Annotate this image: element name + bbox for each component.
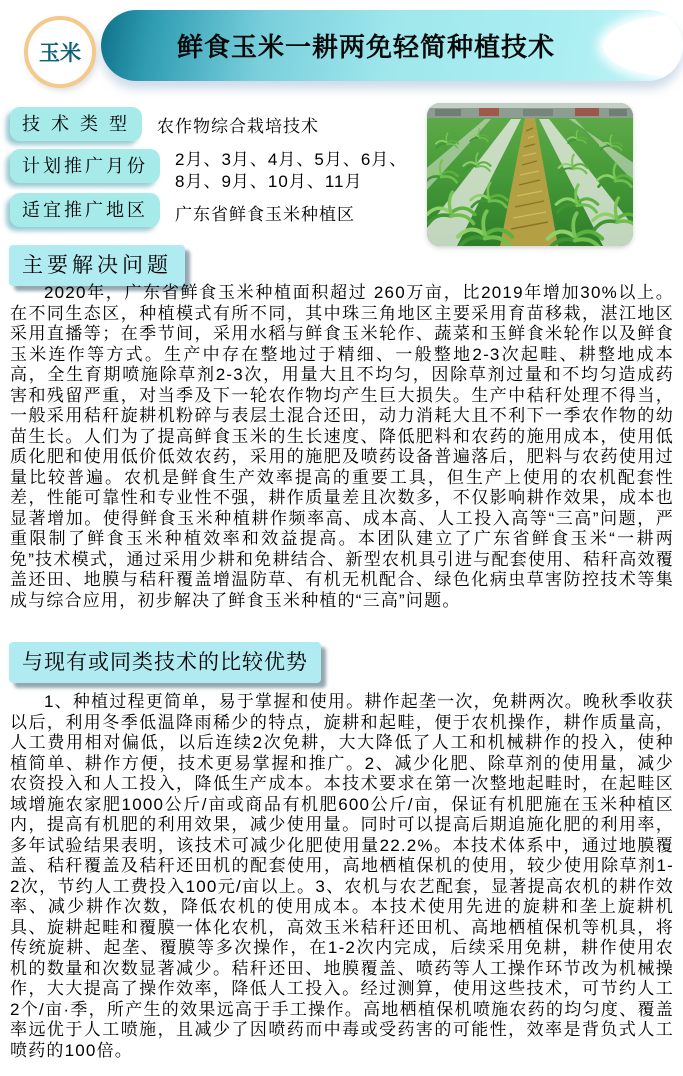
header-banner [101, 10, 683, 81]
info-label-pill: 计划推广月份 [10, 149, 160, 183]
section-body-comparative-advantages: 1、种植过程更简单，易于掌握和使用。耕作起垄一次，免耕两次。晚秋季收获以后，利用冬季低温降雨稀少的特点，旋耕和起畦，便于农机操作，耕作质量高，人工费用相对偏低，以后连续2次免耕，大大降低了人工和机械耕作的投入，使种植简单、耕作方便，技术更易掌握和推广。2、减少化肥、除草剂的使用量，减少农资投入和人工投入，降低生产成本。本技术要求在第一次整地起畦时，在起畦区域增施农家肥1000公斤/亩或商品有机肥600公斤/亩，保证有机肥施在玉米种植区内，提高有机肥的利用效果，减少使用量。同时可以提高后期追施化肥的利用率，多年试验结果表明，该技术可减少化肥使用量22.2%。本技术体系中，通过地膜覆盖、秸秆覆盖及秸秆还田机的配套使用，高地栖植保机的使用，较少使用除草剂1-2次，节约人工费投入100元/亩以上。3、农机与农艺配套，显著提高农机的耕作效率、减少耕作次数，降低农机的使用成本。本技术使用先进的旋耕和垄上旋耕机具、旋耕起畦和覆膜一体化农机，高效玉米秸秆还田机、高地栖植保机等机具，将传统旋耕、起垄、覆膜等多次操作，在1-2次内完成，后续采用免耕，耕作使用农机的数量和次数显著减少。秸秆还田、地膜覆盖、喷药等人工操作环节改为机械操作，大大提高了操作效率，降低人工投入。经过测算，使用这些技术，可节约人工2个/亩·季，所产生的效果远高于手工操作。高地栖植保机喷施农药的均匀度、覆盖率远优于人工喷施，且减少了因喷药而中毒或受药害的可能性，效率是背负式人工喷药的100倍。 [10, 692, 674, 1060]
section-heading-main-problems: 主要解决问题 [9, 245, 185, 286]
info-value: 广东省鲜食玉米种植区 [175, 205, 355, 224]
info-row-promotion-months [10, 149, 415, 193]
banner-notch [603, 15, 683, 77]
corn-field-photo [427, 103, 633, 246]
section-body-main-problems: 2020年，广东省鲜食玉米种植面积超过 260万亩，比2019年增加30%以上。在不同生态区，种植模式有所不同，其中珠三角地区主要采用育苗移栽，湛江地区采用直播等；在季节间，采用水稻与鲜食玉米轮作、蔬菜和玉鲜食米轮作以及鲜食玉米连作等方式。生产中存在整地过于精细、一般整地2-3次起畦、耕整地成本高，全生育期喷施除草剂2-3次，用量大且不均匀，因除草剂过量和不均匀造成药害和残留严重，对当季及下一轮农作物均产生巨大损失。生产中秸秆处理不得当，一般采用秸秆旋耕机粉碎与表层土混合还田，动力消耗大且不利下一季农作物的幼苗生长。人们为了提高鲜食玉米的生长速度、降低肥料和农药的施用成本，使用低质化肥和使用低价低效农药，采用的施肥及喷药设备普遍落后，肥料与农药使用过量比较普遍。农机是鲜食生产效率提高的重要工具，但生产上使用的农机配套性差，性能可靠性和专业性不强，耕作质量差且次数多，不仅影响耕作效果，成本也显著增加。使得鲜食玉米种植耕作频率高、成本高、人工投入高等“三高”问题，严重限制了鲜食玉米种植效率和效益提高。本团队建立了广东省鲜食玉米“一耕两免”技术模式，通过采用少耕和免耕结合、新型农机具引进与配套使用、秸秆高效覆盖还田、地膜与秸秆覆盖增温防草、有机无机配合、绿色化病虫草害防控技术等集成与综合应用，初步解决了鲜食玉米种植的“三高”问题。 [10, 283, 674, 610]
corn-badge [24, 16, 96, 88]
info-row-tech-type [10, 107, 319, 141]
info-row-suitable-region [10, 193, 355, 227]
page-title: 鲜食玉米一耕两免轻简种植技术 [176, 32, 555, 62]
info-value: 农作物综合栽培技术 [157, 117, 320, 136]
info-value: 2月、3月、4月、5月、6月、8月、9月、10月、11月 [175, 150, 408, 191]
section-heading-comparative-advantages: 与现有或同类技术的比较优势 [9, 642, 321, 683]
corn-badge-label: 玉米 [39, 42, 81, 65]
info-label-pill: 适宜推广地区 [10, 193, 160, 227]
info-label-pill: 技 术 类 型 [10, 107, 142, 141]
